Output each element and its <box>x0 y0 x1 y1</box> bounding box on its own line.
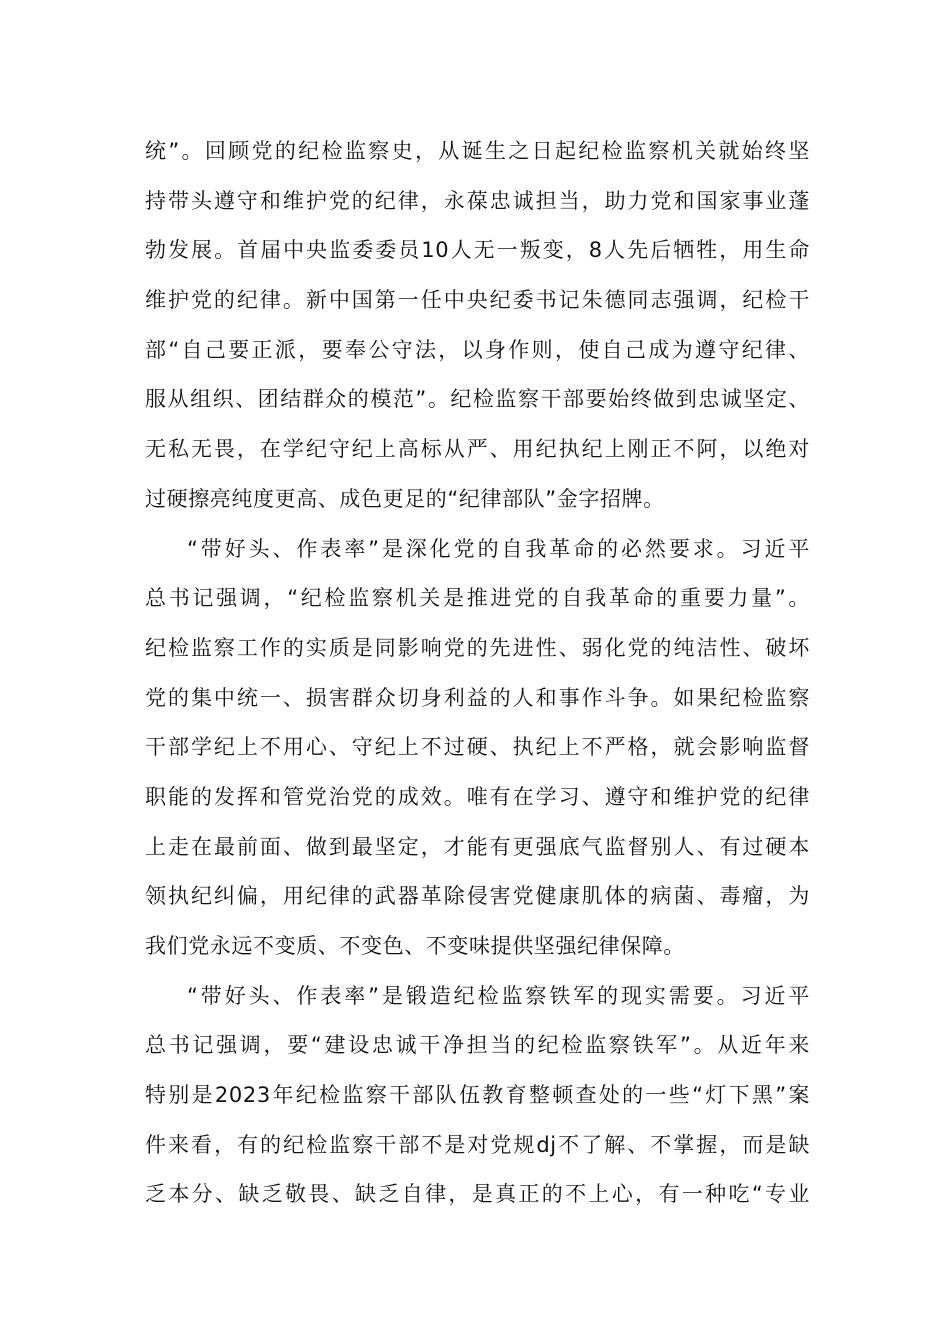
paragraph-2-line-4: 党的集中统一、损害群众切身利益的人和事作斗争。如果纪检监察 <box>145 685 810 710</box>
body-text <box>145 127 810 1220</box>
paragraph-1-line-4: 维护党的纪律。新中国第一任中央纪委书记朱德同志强调，纪检干 <box>145 288 810 313</box>
paragraph-3-line-1: “带好头、作表率”是锻造纪检监察铁军的现实需要。习近平 <box>187 983 810 1008</box>
paragraph-1-line-7: 无私无畏，在学纪守纪上高标从严、用纪执纪上刚正不阿，以绝对 <box>145 437 810 462</box>
paragraph-3-line-4: 件来看，有的纪检监察干部不是对党规dj不了解、不掌握，而是缺 <box>145 1132 810 1157</box>
paragraph-2-line-2: 总书记强调，“纪检监察机关是推进党的自我革命的重要力量”。 <box>145 586 810 611</box>
paragraph-2-line-3: 纪检监察工作的实质是同影响党的先进性、弱化党的纯洁性、破坏 <box>145 635 810 660</box>
paragraph-1-line-6: 服从组织、团结群众的模范”。纪检监察干部要始终做到忠诚坚定、 <box>145 387 810 412</box>
paragraph-2-line-9: 我们党永远不变质、不变色、不变味提供坚强纪律保障。 <box>145 934 685 958</box>
paragraph-2-line-7: 上走在最前面、做到最坚定，才能有更强底气监督别人、有过硬本 <box>145 834 810 859</box>
paragraph-1-line-8: 过硬擦亮纯度更高、成色更足的“纪律部队”金字招牌。 <box>145 486 665 511</box>
paragraph-3-line-5: 乏本分、缺乏敬畏、缺乏自律，是真正的不上心，有一种吃“专业 <box>145 1182 810 1207</box>
paragraph-1-line-5: 部“自己要正派，要奉公守法，以身作则，使自己成为遵守纪律、 <box>145 337 810 362</box>
paragraph-1-line-1: 统”。回顾党的纪检监察史，从诞生之日起纪检监察机关就始终坚 <box>145 139 810 163</box>
paragraph-3-line-2: 总书记强调，要“建设忠诚干净担当的纪检监察铁军”。从近年来 <box>145 1033 810 1058</box>
paragraph-2-line-1: “带好头、作表率”是深化党的自我革命的必然要求。习近平 <box>187 536 810 561</box>
paragraph-1-line-3: 勃发展。首届中央监委委员10人无一叛变，8人先后牺牲，用生命 <box>145 238 810 263</box>
paragraph-1-line-2: 持带头遵守和维护党的纪律，永葆忠诚担当，助力党和国家事业蓬 <box>145 188 810 213</box>
paragraph-2-line-6: 职能的发挥和管党治党的成效。唯有在学习、遵守和维护党的纪律 <box>145 784 810 809</box>
paragraph-2-line-8: 领执纪纠偏，用纪律的武器革除侵害党健康肌体的病菌、毒瘤，为 <box>145 884 810 909</box>
paragraph-3-line-3: 特别是2023年纪检监察干部队伍教育整顿查处的一些“灯下黑”案 <box>145 1083 810 1108</box>
paragraph-2-line-5: 干部学纪上不用心、守纪上不过硬、执纪上不严格，就会影响监督 <box>145 735 810 760</box>
